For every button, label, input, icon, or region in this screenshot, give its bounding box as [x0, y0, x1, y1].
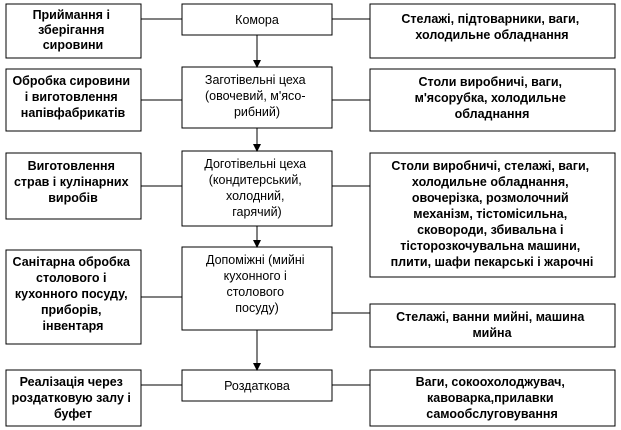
- left-text-2: Виготовлення страв і кулінарних виробів: [13, 159, 129, 205]
- center-text-3: Допоміжні (мийні кухонного і столового посуду): [205, 253, 305, 315]
- left-text-1: Обробка сировини і виготовлення напівфабрикатів: [12, 74, 131, 120]
- left-text-4: Реалізація через роздатковую залу і буфет: [11, 375, 131, 421]
- right-text-1: Столи виробничі, ваги, м'ясорубка, холодильне обладнання: [414, 75, 566, 121]
- center-text-1: Заготівельні цеха (овочевий, м'ясо- рибний): [204, 73, 306, 119]
- right-text-2: Столи виробничі, стелажі, ваги, холодильне обладнання, овочерізка, розмолочний механізм, тістомісильна, сковороди, збивальна і тісторозкочувальна машини, плити, шафи пекарські і жарочні: [390, 159, 594, 269]
- center-text-0: Комора: [235, 13, 279, 27]
- right-text-4: Ваги, сокоохолоджувач, кавоварка,прилавки самообслуговування: [415, 375, 565, 421]
- center-text-4: Роздаткова: [224, 379, 290, 393]
- left-text-0: Приймання і зберігання сировини: [32, 8, 110, 52]
- left-text-3: Санітарна обробка столового і кухонного посуду, приборів, інвентаря: [12, 255, 130, 333]
- center-text-2: Доготівельні цеха (кондитерський, холодний, гарячий): [204, 157, 307, 219]
- right-text-0: Стелажі, підтоварники, ваги, холодильне обладнання: [401, 12, 580, 42]
- right-text-3: Стелажі, ванни мийні, машина мийна: [396, 310, 585, 340]
